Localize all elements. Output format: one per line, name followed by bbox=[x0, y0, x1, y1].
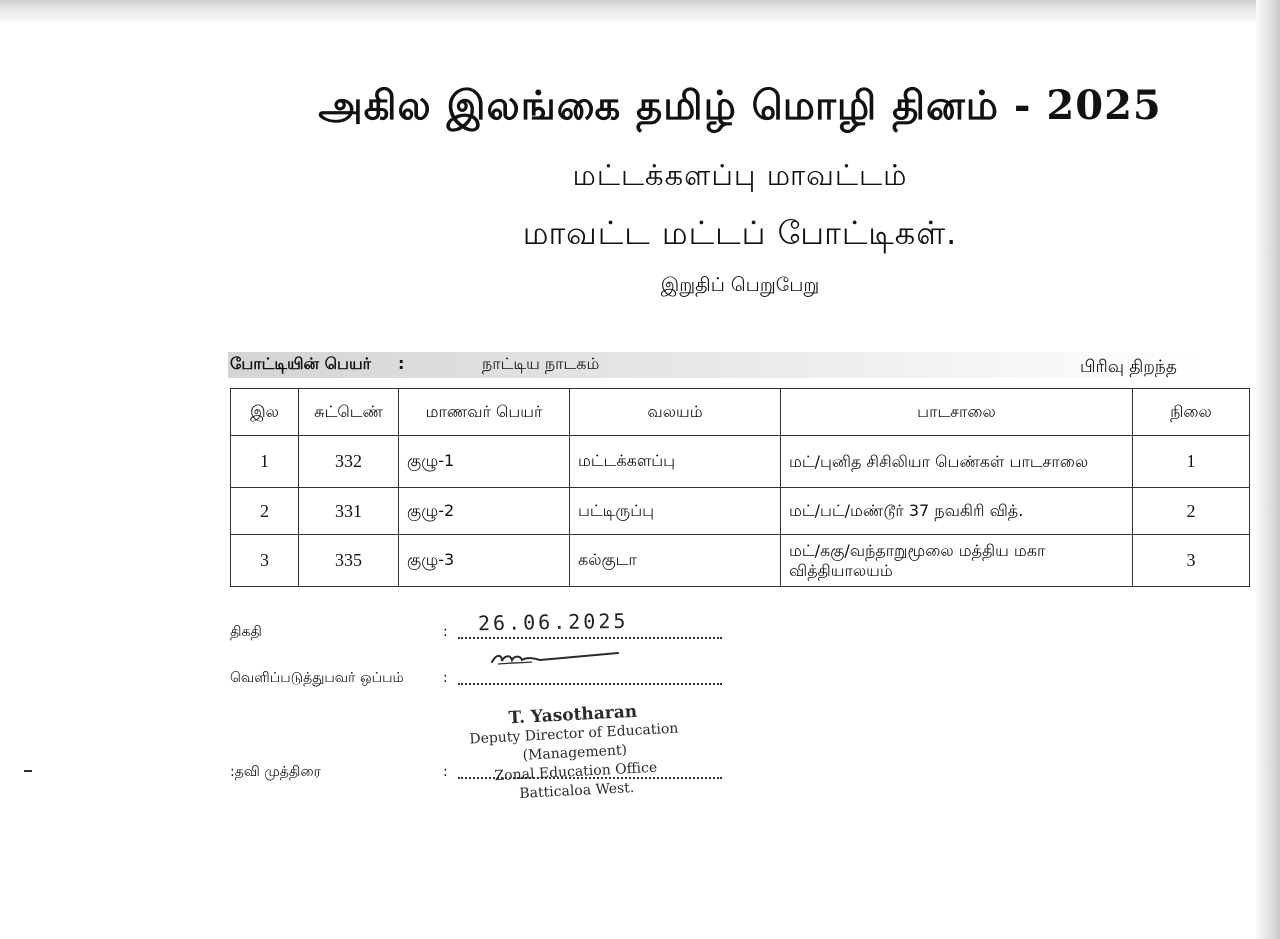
cell-zone: கல்குடா bbox=[570, 535, 781, 587]
cell-zone: பட்டிருப்பு bbox=[570, 488, 781, 535]
signature-colon: : bbox=[443, 670, 448, 686]
competition-name: நாட்டிய நாடகம் bbox=[482, 354, 600, 373]
header-school: பாடசாலை bbox=[781, 389, 1133, 436]
cell-zone: மட்டக்களப்பு bbox=[570, 436, 781, 488]
stamp-designation: Deputy Director of Education bbox=[468, 720, 679, 748]
cell-index: 335 bbox=[299, 535, 399, 587]
division-label: பிரிவு திறந்த bbox=[1080, 357, 1177, 377]
header-rank: நிலை bbox=[1133, 389, 1250, 436]
district-heading: மட்டக்களப்பு மாவட்டம் bbox=[572, 158, 908, 192]
date-label: திகதி bbox=[230, 624, 262, 640]
header-no: இல bbox=[231, 389, 299, 436]
results-table bbox=[230, 388, 1250, 587]
cell-index: 331 bbox=[299, 488, 399, 535]
cell-school: மட்/ககு/வந்தாறுமூலை மத்திய மகா வித்தியாலயம் bbox=[781, 535, 1133, 587]
cell-rank: 1 bbox=[1133, 436, 1250, 488]
document-title: அகில இலங்கை தமிழ் மொழி தினம் - 2025 bbox=[318, 82, 1162, 129]
header-student-name: மாணவர் பெயர் bbox=[399, 389, 570, 436]
seal-colon: : bbox=[443, 764, 448, 780]
date-colon: : bbox=[443, 624, 448, 640]
official-stamp bbox=[468, 701, 683, 812]
cell-index: 332 bbox=[299, 436, 399, 488]
stamp-location: Batticaloa West. bbox=[518, 779, 635, 802]
scan-right-edge bbox=[1256, 0, 1280, 939]
stamp-office: Zonal Education Office bbox=[494, 759, 658, 785]
competition-colon: : bbox=[398, 354, 405, 373]
competition-bar bbox=[228, 352, 1208, 378]
competition-level-heading: மாவட்ட மட்டப் போட்டிகள். bbox=[522, 214, 958, 252]
cell-no: 2 bbox=[231, 488, 299, 535]
cell-school: மட்/புனித சிசிலியா பெண்கள் பாடசாலை bbox=[781, 436, 1133, 488]
cell-no: 1 bbox=[231, 436, 299, 488]
cell-rank: 2 bbox=[1133, 488, 1250, 535]
table-row bbox=[231, 488, 1250, 535]
stamp-name: T. Yasotharan bbox=[508, 701, 638, 729]
result-type-heading: இறுதிப் பெறுபேறு bbox=[660, 274, 820, 296]
cell-name: குழு-1 bbox=[399, 436, 570, 488]
signature-dotted-line bbox=[458, 682, 722, 685]
seal-label: :தவி முத்திரை bbox=[230, 764, 321, 780]
competition-label: போட்டியின் பெயர் bbox=[230, 354, 372, 373]
cell-school: மட்/பட்/மண்டூர் 37 நவகிரி வித். bbox=[781, 488, 1133, 535]
date-dotted-line bbox=[458, 636, 722, 639]
scan-top-edge bbox=[0, 0, 1280, 22]
header-index: சுட்டெண் bbox=[299, 389, 399, 436]
stamp-department: (Management) bbox=[522, 742, 628, 764]
cell-rank: 3 bbox=[1133, 535, 1250, 587]
cell-name: குழு-3 bbox=[399, 535, 570, 587]
signature-label: வெளிப்படுத்துபவர் ஒப்பம் bbox=[230, 670, 404, 686]
handwritten-date: 26.06.2025 bbox=[477, 608, 629, 636]
header-zone: வலயம் bbox=[570, 389, 781, 436]
scan-mark bbox=[24, 770, 32, 772]
cell-name: குழு-2 bbox=[399, 488, 570, 535]
table-row bbox=[231, 535, 1250, 587]
cell-no: 3 bbox=[231, 535, 299, 587]
signature-scribble bbox=[488, 648, 628, 670]
table-header-row bbox=[231, 389, 1250, 436]
table-row bbox=[231, 436, 1250, 488]
